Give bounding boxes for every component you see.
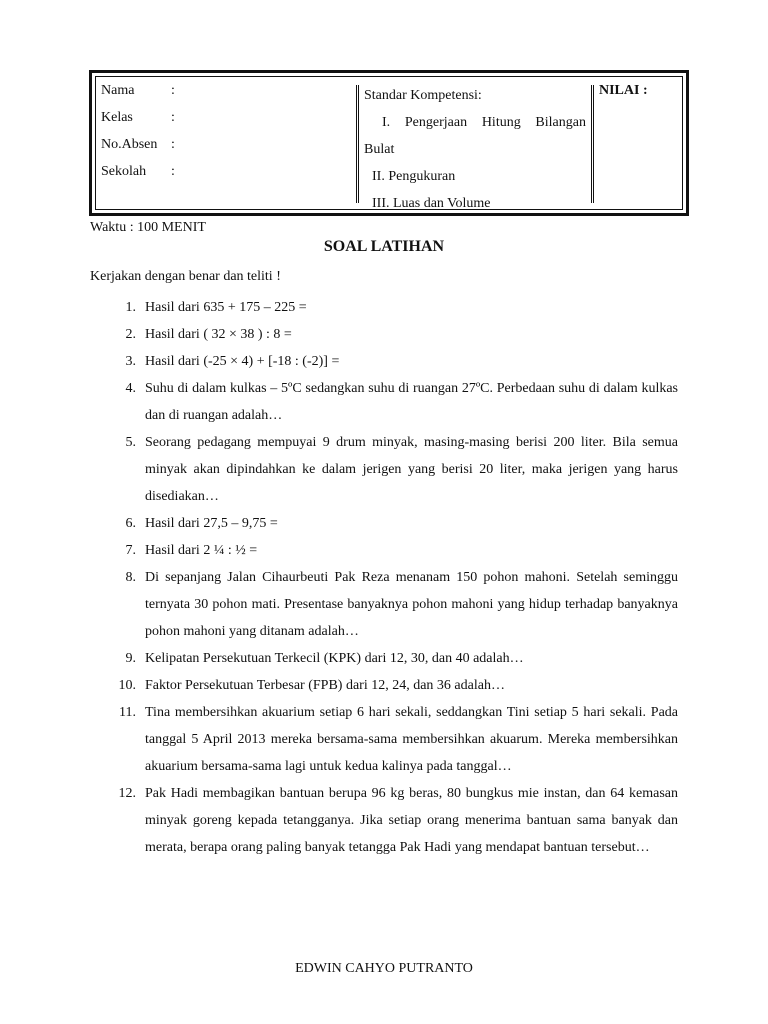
- question-number: 5.: [125, 435, 136, 450]
- question-number: 7.: [125, 543, 136, 558]
- question-text: Seorang pedagang mempuyai 9 drum minyak, masing-masing berisi 200 liter. Bila semua minyak akan dipindahkan ke dalam jerigen yang berisi 20 liter, maka jerigen yang harus disediakan…: [145, 435, 678, 504]
- question-text: Hasil dari (-25 × 4) + [-18 : (-2)] =: [145, 354, 340, 369]
- question-number: 4.: [125, 381, 136, 396]
- question-item: [90, 672, 678, 699]
- standar-text: Pengukuran: [388, 169, 456, 184]
- standar-item-1: [364, 109, 586, 136]
- standar-item-3: [364, 190, 586, 217]
- question-text: Suhu di dalam kulkas – 5ºC sedangkan suhu di ruangan 27ºC. Perbedaan suhu di dalam kulkas dan di ruangan adalah…: [145, 381, 678, 423]
- question-number: 3.: [125, 354, 136, 369]
- question-item: [90, 780, 678, 861]
- question-number: 6.: [125, 516, 136, 531]
- standar-roman: II.: [372, 169, 385, 184]
- standar-kompetensi: [364, 82, 586, 217]
- student-field-nama: [101, 82, 175, 109]
- question-number: 12.: [118, 786, 136, 801]
- question-number: 10.: [118, 678, 136, 693]
- question-item: [90, 294, 678, 321]
- standar-text: Luas dan Volume: [393, 196, 491, 211]
- standar-item-1-cont: Bulat: [364, 142, 395, 157]
- field-label: No.Absen: [101, 137, 158, 152]
- question-item: [90, 564, 678, 645]
- student-field-sekolah: [101, 163, 175, 190]
- student-info: [101, 82, 175, 190]
- question-text: Kelipatan Persekutuan Terkecil (KPK) dari 12, 30, dan 40 adalah…: [145, 651, 524, 666]
- header-inner-border: [95, 76, 683, 210]
- field-separator: :: [171, 137, 175, 152]
- standar-word: Bilangan: [535, 115, 586, 130]
- header-box: [89, 70, 689, 216]
- standar-roman: III.: [372, 196, 390, 211]
- question-item: [90, 321, 678, 348]
- time-limit: Waktu : 100 MENIT: [90, 220, 206, 235]
- field-separator: :: [171, 83, 175, 98]
- question-number: 2.: [125, 327, 136, 342]
- nilai-label: NILAI :: [599, 83, 648, 98]
- question-item: [90, 348, 678, 375]
- field-label: Sekolah: [101, 164, 147, 179]
- question-text: Pak Hadi membagikan bantuan berupa 96 kg beras, 80 bungkus mie instan, dan 64 kemasan minyak goreng kepada tetangganya. Jika setiap orang menerima bantuan sama banyak dan merata, berapa orang paling banyak tetangga Pak Hadi yang mendapat bantuan tersebut…: [145, 786, 678, 855]
- standar-item-2: [364, 163, 586, 190]
- standar-roman: I.: [382, 115, 391, 130]
- question-item: [90, 537, 678, 564]
- question-text: Hasil dari 2 ¼ : ½ =: [145, 543, 258, 558]
- column-divider: [591, 85, 594, 203]
- standar-title: Standar Kompetensi:: [364, 88, 482, 103]
- question-text: Di sepanjang Jalan Cihaurbeuti Pak Reza menanam 150 pohon mahoni. Setelah seminggu ternyata 30 pohon mati. Presentase banyaknya pohon mahoni yang hidup terhadap banyaknya pohon mahoni yang ditanam adalah…: [145, 570, 678, 639]
- column-divider: [356, 85, 359, 203]
- question-list: [90, 294, 678, 861]
- standar-word: Hitung: [481, 115, 521, 130]
- field-separator: :: [171, 164, 175, 179]
- question-number: 8.: [125, 570, 136, 585]
- author-name: EDWIN CAHYO PUTRANTO: [295, 961, 473, 976]
- question-text: Hasil dari 635 + 175 – 225 =: [145, 300, 307, 315]
- instruction: Kerjakan dengan benar dan teliti !: [90, 269, 281, 284]
- question-item: [90, 510, 678, 537]
- student-field-kelas: [101, 109, 175, 136]
- field-label: Kelas: [101, 110, 133, 125]
- page-title: SOAL LATIHAN: [323, 238, 445, 255]
- question-text: Hasil dari 27,5 – 9,75 =: [145, 516, 278, 531]
- question-text: Tina membersihkan akuarium setiap 6 hari sekali, seddangkan Tini setiap 5 hari sekali. Pada tanggal 5 April 2013 mereka bersama-sama membersihkan akuarum. Mereka membersihkan akuarium bersama-sama lagi untuk kedua kalinya pada tanggal…: [145, 705, 678, 774]
- standar-word: Pengerjaan: [404, 115, 468, 130]
- question-item: [90, 375, 678, 429]
- question-text: Faktor Persekutuan Terbesar (FPB) dari 12, 24, dan 36 adalah…: [145, 678, 505, 693]
- question-item: [90, 645, 678, 672]
- question-item: [90, 429, 678, 510]
- question-number: 9.: [125, 651, 136, 666]
- question-item: [90, 699, 678, 780]
- student-field-no-absen: [101, 136, 175, 163]
- question-text: Hasil dari ( 32 × 38 ) : 8 =: [145, 327, 292, 342]
- question-number: 1.: [125, 300, 136, 315]
- field-separator: :: [171, 110, 175, 125]
- field-label: Nama: [101, 83, 135, 98]
- question-number: 11.: [119, 705, 136, 720]
